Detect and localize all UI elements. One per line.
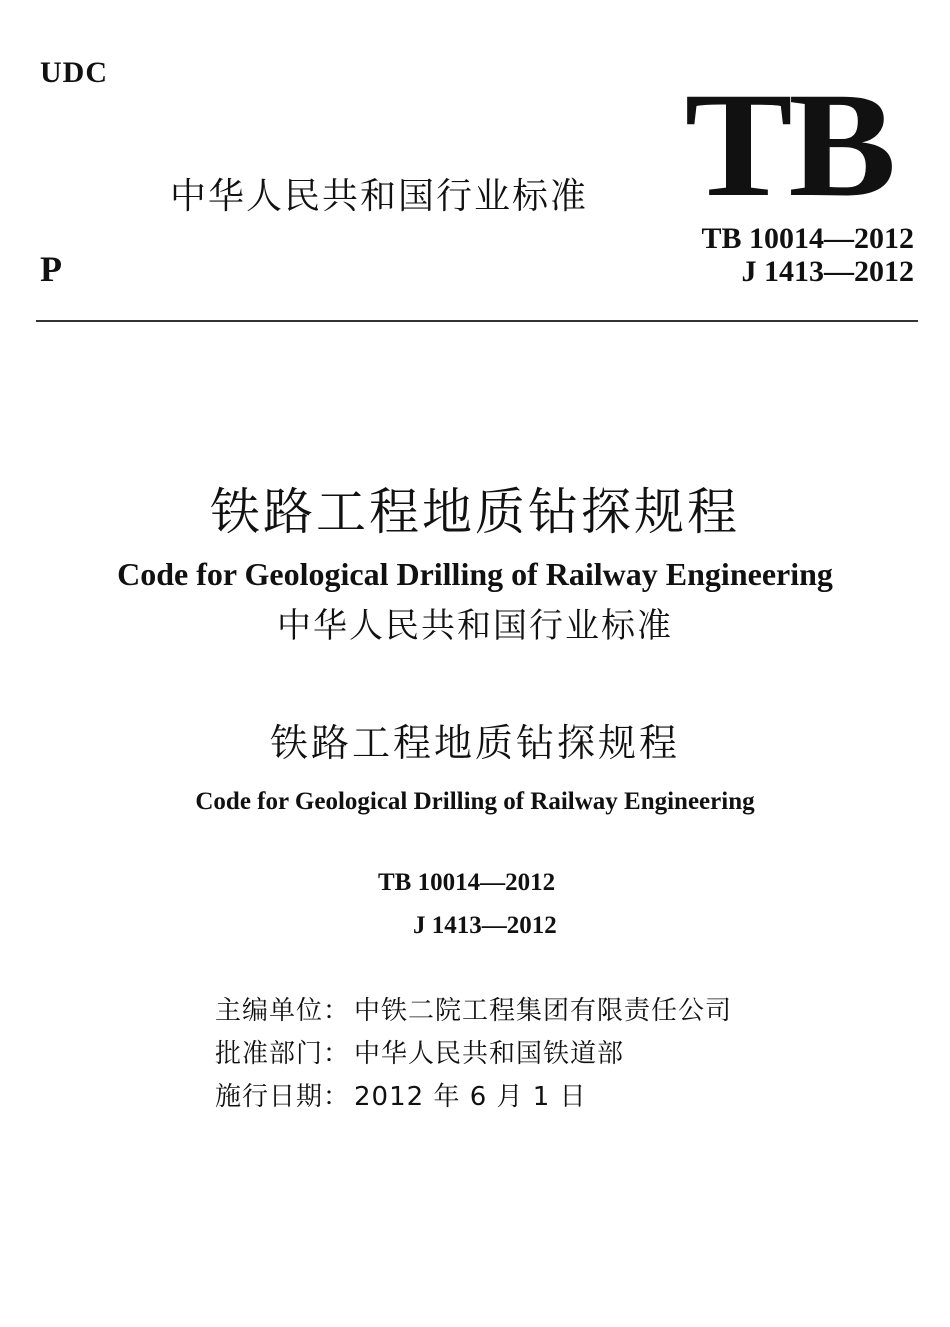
approver-line <box>215 1033 624 1070</box>
tb-logo: TB <box>684 62 892 228</box>
standard-type-subtitle: 中华人民共和国行业标准 <box>277 606 673 646</box>
tb-code-secondary: TB 10014—2012 <box>378 869 556 896</box>
editor-value: 中铁二院工程集团有限责任公司 <box>354 996 733 1026</box>
document-title-en-secondary: Code for Geological Drilling of Railway Engineering <box>195 788 755 815</box>
tb-code: TB 10014—2012 <box>701 222 914 255</box>
editor-label: 主编单位： <box>215 996 351 1026</box>
classification-label: P <box>40 249 62 289</box>
j-code: J 1413—2012 <box>741 255 914 288</box>
approver-label: 批准部门： <box>215 1039 351 1069</box>
effective-date-value: 2012 年 6 月 1 日 <box>354 1082 587 1112</box>
header-divider <box>36 320 918 322</box>
udc-label: UDC <box>40 56 108 89</box>
document-title-en: Code for Geological Drilling of Railway Engineering <box>117 556 833 592</box>
editor-line <box>215 990 732 1027</box>
j-code-secondary: J 1413—2012 <box>413 912 557 939</box>
document-title-cn: 铁路工程地质钻探规程 <box>210 483 740 541</box>
standard-type-title: 中华人民共和国行业标准 <box>170 176 589 217</box>
document-title-cn-secondary: 铁路工程地质钻探规程 <box>269 721 680 765</box>
approver-value: 中华人民共和国铁道部 <box>354 1039 625 1069</box>
effective-date-label: 施行日期： <box>215 1082 351 1112</box>
effective-date-line <box>215 1076 587 1113</box>
standard-codes <box>701 222 914 288</box>
